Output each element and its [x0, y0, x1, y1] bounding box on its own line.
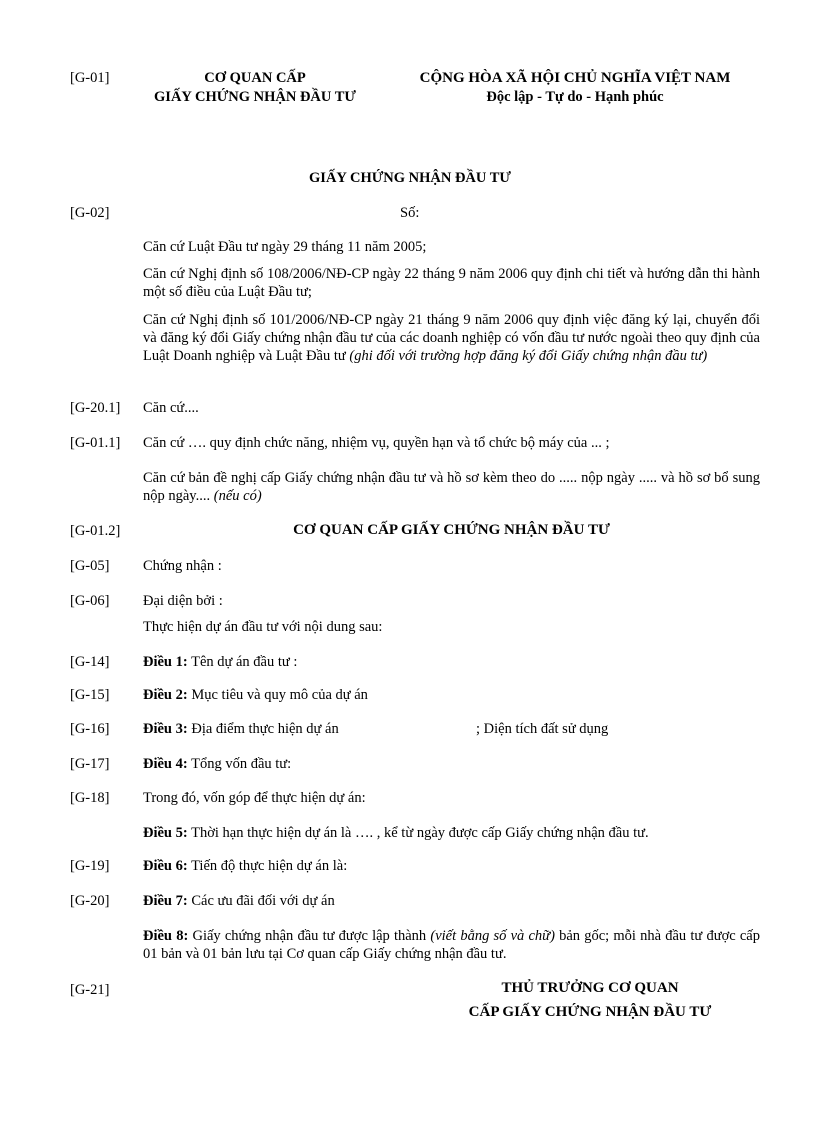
code-g16: [G-16]: [70, 721, 110, 737]
agency-heading: CƠ QUAN CẤP GIẤY CHỨNG NHẬN ĐẦU TƯ: [293, 522, 610, 538]
preamble-decree-101-text: Căn cứ Nghị định số 101/2006/NĐ-CP ngày 21 tháng 9 năm 2006 quy định việc đăng ký lại, chuyển đổi và đăng ký đổi Giấy chứng nhận đầu tư của các doanh nghiệp có vốn đầu tư nước ngoài theo quy định của Luật Doanh nghiệp và Luật Đầu tư: [143, 312, 760, 364]
article-2: [143, 687, 368, 704]
signature-title-line1: THỦ TRƯỞNG CƠ QUAN: [501, 980, 679, 996]
preamble-application: [143, 469, 760, 505]
article-1-label: Điều 1:: [143, 654, 188, 670]
article-6-text: Tiến độ thực hiện dự án là:: [187, 858, 348, 874]
certify-label: Chứng nhận :: [143, 558, 222, 574]
article-2-label: Điều 2:: [143, 687, 188, 703]
article-5-text: Thời hạn thực hiện dự án là …. , kể từ ngày được cấp Giấy chứng nhận đầu tư.: [187, 825, 649, 841]
project-intro: Thực hiện dự án đầu tư với nội dung sau:: [143, 619, 383, 635]
code-g201: [G-20.1]: [70, 400, 121, 416]
agency-name-line2: GIẤY CHỨNG NHẬN ĐẦU TƯ: [154, 89, 356, 105]
article-3-area: ; Diện tích đất sử dụng: [476, 721, 609, 737]
code-g21: [G-21]: [70, 982, 110, 998]
code-g011: [G-01.1]: [70, 435, 121, 451]
preamble-decree-101: [143, 311, 760, 365]
representative-label: Đại diện bởi :: [143, 593, 223, 609]
article-5-label: Điều 5:: [143, 825, 188, 841]
preamble-application-text: Căn cứ bản đề nghị cấp Giấy chứng nhận đầu tư và hồ sơ kèm theo do ..... nộp ngày ..... và hồ sơ bổ sung nộp ngày....: [143, 470, 760, 504]
agency-name-line1: CƠ QUAN CẤP: [204, 70, 306, 86]
article-6-label: Điều 6:: [143, 858, 188, 874]
code-g20: [G-20]: [70, 893, 110, 909]
article-3-label: Điều 3:: [143, 721, 188, 737]
document-title: GIẤY CHỨNG NHẬN ĐẦU TƯ: [309, 170, 511, 186]
signature-title-line2: CẤP GIẤY CHỨNG NHẬN ĐẦU TƯ: [468, 1004, 712, 1020]
article-4: [143, 756, 291, 773]
article-8-text-b: bản gốc; mỗi nhà đầu tư được cấp 01 bản và 01 bản lưu tại Cơ quan cấp Giấy chứng nhận đầu tư.: [143, 928, 760, 962]
article-8-label: Điều 8:: [143, 928, 189, 944]
preamble-basis: Căn cứ....: [143, 400, 199, 416]
article-8-note: (viết bằng số và chữ): [430, 928, 555, 944]
code-g01: [G-01]: [70, 70, 110, 86]
article-4-label: Điều 4:: [143, 756, 188, 772]
code-g19: [G-19]: [70, 858, 110, 874]
code-g15: [G-15]: [70, 687, 110, 703]
article-7: [143, 893, 335, 910]
code-g05: [G-05]: [70, 558, 110, 574]
article-3: [143, 721, 339, 738]
article-6: [143, 858, 347, 875]
code-g17: [G-17]: [70, 756, 110, 772]
code-g14: [G-14]: [70, 654, 110, 670]
article-7-text: Các ưu đãi đối với dự án: [187, 893, 335, 909]
article-7-label: Điều 7:: [143, 893, 188, 909]
preamble-decree-101-note: (ghi đối với trường hợp đăng ký đổi Giấy chứng nhận đầu tư): [349, 348, 708, 364]
preamble-decree-108: Căn cứ Nghị định số 108/2006/NĐ-CP ngày 22 tháng 9 năm 2006 quy định chi tiết và hướng dẫn thi hành một số điều của Luật Đầu tư;: [143, 266, 760, 300]
preamble-agency-function: Căn cứ …. quy định chức năng, nhiệm vụ, quyền hạn và tổ chức bộ máy của ... ;: [143, 435, 610, 451]
preamble-application-note: (nếu có): [213, 488, 262, 504]
article-4-text: Tổng vốn đầu tư:: [187, 756, 292, 772]
code-g012: [G-01.2]: [70, 523, 121, 539]
capital-contribution: Trong đó, vốn góp để thực hiện dự án:: [143, 790, 366, 806]
article-5: [143, 825, 649, 842]
article-1: [143, 654, 297, 671]
preamble-investment-law: Căn cứ Luật Đầu tư ngày 29 tháng 11 năm 2005;: [143, 239, 427, 255]
article-3-text: Địa điểm thực hiện dự án: [187, 721, 339, 737]
article-1-text: Tên dự án đầu tư :: [187, 654, 298, 670]
code-g18: [G-18]: [70, 790, 110, 806]
nation-motto: Độc lập - Tự do - Hạnh phúc: [486, 89, 664, 105]
article-8: [143, 927, 760, 963]
nation-title: CỘNG HÒA XÃ HỘI CHỦ NGHĨA VIỆT NAM: [419, 70, 731, 86]
article-8-text-a: Giấy chứng nhận đầu tư được lập thành: [188, 928, 431, 944]
code-g02: [G-02]: [70, 205, 110, 221]
code-g06: [G-06]: [70, 593, 110, 609]
article-2-text: Mục tiêu và quy mô của dự án: [187, 687, 368, 703]
document-number-label: Số:: [400, 205, 420, 221]
